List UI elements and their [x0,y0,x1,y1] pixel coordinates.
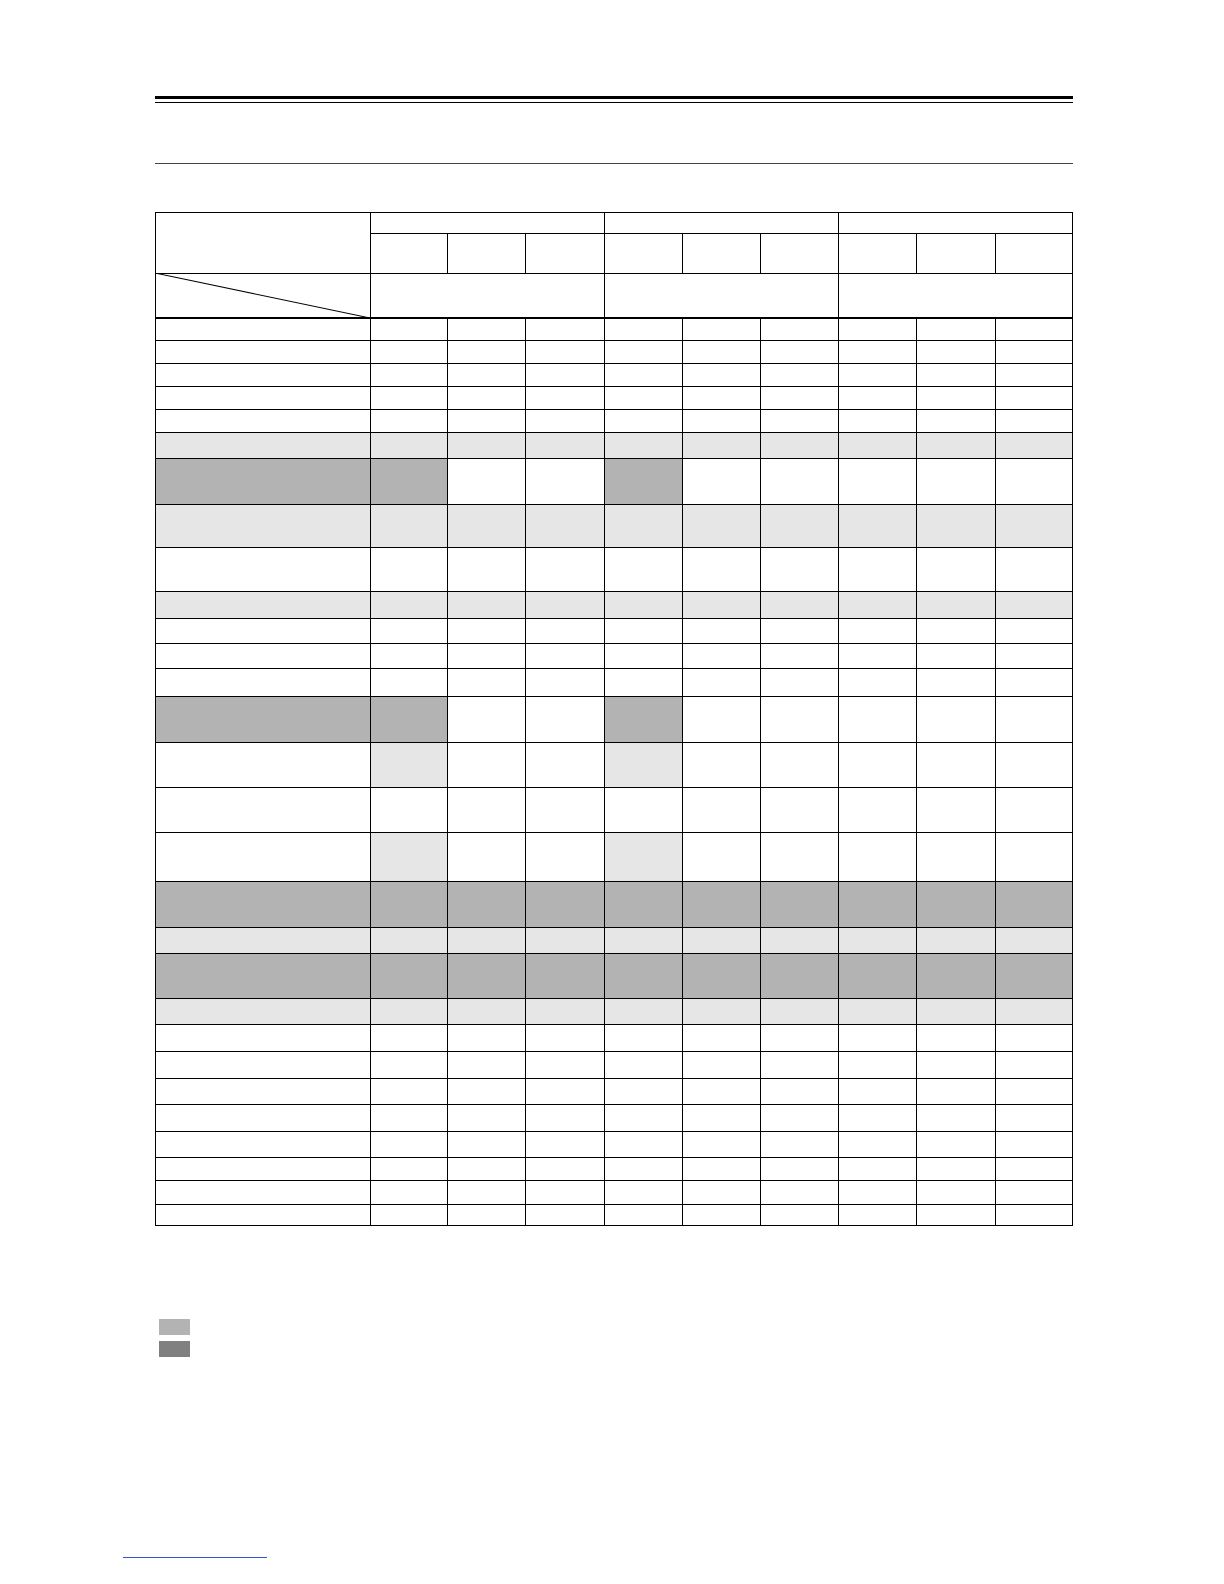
table-side-border [1072,212,1073,1226]
table-row-divider [155,1078,1073,1079]
table-cell-shading [604,459,682,505]
table-row-divider [155,458,1073,459]
column-divider [916,233,917,273]
table-row-divider [155,787,1073,788]
table-row-divider [155,504,1073,505]
legend-swatch-light [159,1319,190,1335]
table-row-shading [155,999,1073,1025]
table-row-divider [155,1225,1073,1226]
table-cell-shading [155,459,370,505]
column-divider [525,233,526,273]
table-row-shading [155,505,1073,548]
table-row-divider [155,340,1073,341]
table-row-divider [155,409,1073,410]
table-row-shading [155,433,1073,459]
table-row-divider [155,998,1073,999]
column-divider [447,233,448,273]
table-row-divider [155,881,1073,882]
table-cell-shading [370,833,447,882]
table-row-divider [155,953,1073,954]
table-row-divider [155,1104,1073,1105]
table-row-divider [155,591,1073,592]
table-row-divider [155,696,1073,697]
legend-swatch-dark [159,1341,190,1357]
column-divider [760,317,761,1226]
header-rule-thick [155,96,1073,99]
column-group-divider [370,212,371,1226]
table-row-divider [155,547,1073,548]
table-row-divider [155,363,1073,364]
column-group-divider [838,212,839,1226]
table-cell-shading [370,697,447,743]
table-row-divider [155,927,1073,928]
table-cell-shading [604,697,682,743]
column-divider [682,233,683,273]
table-row-divider [155,618,1073,619]
header-rule-thin [155,102,1073,103]
table-row-divider [155,668,1073,669]
table-row-shading [155,592,1073,619]
table-cell-shading [604,833,682,882]
column-divider [995,317,996,1226]
table-row-divider [155,432,1073,433]
header-group-divider [370,233,1073,234]
table-top-border [155,212,1073,213]
column-divider [995,233,996,273]
table-row-divider [155,1204,1073,1205]
column-divider [760,233,761,273]
title-underline-rule [155,163,1073,164]
table-row-divider [155,1180,1073,1181]
table-row-divider [155,742,1073,743]
column-divider [916,317,917,1226]
table-cell-shading [370,459,447,505]
table-cell-shading [370,743,447,788]
table-row-divider [155,1024,1073,1025]
table-row-shading [155,954,1073,999]
column-group-divider [604,212,605,1226]
table-row-divider [155,1051,1073,1052]
bottom-link-underline[interactable] [123,1557,267,1558]
column-divider [682,317,683,1226]
table-row-divider [155,832,1073,833]
column-divider [525,317,526,1226]
column-divider [447,317,448,1226]
table-row-divider [155,1157,1073,1158]
table-row-shading [155,928,1073,954]
table-side-border [155,212,156,1226]
table-cell-shading [604,743,682,788]
table-row-divider [155,386,1073,387]
table-row-divider [155,643,1073,644]
table-row-shading [155,882,1073,928]
table-row-divider [155,1131,1073,1132]
compatibility-table [155,212,1073,1226]
table-cell-shading [155,697,370,743]
corner-diagonal-line [155,273,370,318]
